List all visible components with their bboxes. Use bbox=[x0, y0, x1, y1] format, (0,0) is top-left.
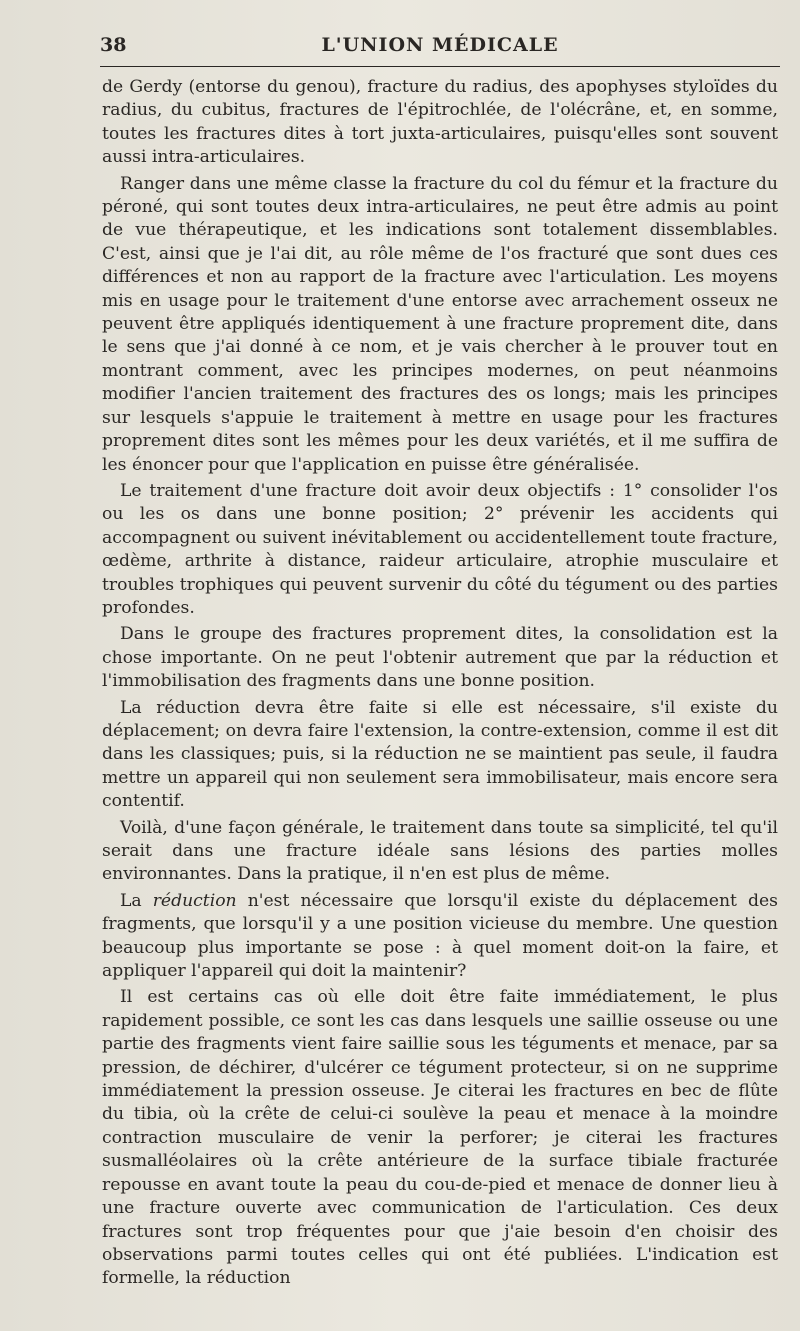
paragraph: Voilà, d'une façon générale, le traitement dans toute sa simplicité, tel qu'il serait dans une fracture idéale sans lésions des parties molles environnantes. Dans la pratique, il n'en est plus de même. bbox=[102, 817, 778, 885]
page-header bbox=[100, 26, 780, 66]
paragraph: Le traitement d'une fracture doit avoir deux objectifs : 1° consolider l'os ou les os dans une bonne position; 2° prévenir les accidents qui accompagnent ou suivent inévitablement ou accidentellement toute fracture, œdème, arthrite à distance, raideur articulaire, atrophie musculaire et troubles trophiques qui peuvent survenir du côté du tégument ou des parties profondes. bbox=[102, 480, 778, 618]
paragraph-rest: n'est nécessaire que lorsqu'il existe du déplacement des fragments, que lorsqu'il y a une position vicieuse du membre. Une question beaucoup plus importante se pose : à quel moment doit-on la faire, et appliquer l'appareil qui doit la maintenir? bbox=[102, 890, 778, 982]
page-number: 38 bbox=[100, 34, 127, 56]
paragraph: de Gerdy (entorse du genou), fracture du radius, des apophyses styloïdes du radius, du cubitus, fractures de l'épitrochlée, de l'olécrâne, et, en somme, toutes les fractures dites à tort juxta-articulaires, puisqu'elles sont souvent aussi intra-articulaires. bbox=[102, 77, 778, 168]
paragraph-start: La bbox=[120, 890, 153, 911]
paragraph: Il est certains cas où elle doit être faite immédiatement, le plus rapidement possible, ce sont les cas dans lesquels une saillie osseuse ou une partie des fragments vient faire saillie sous les téguments et menace, par sa pression, de déchirer, d'ulcérer ce tégument protecteur, si on ne supprime immédiatement la pression osseuse. Je citerai les fractures en bec de flûte du tibia, où la crête de celui-ci soulève la peau et menace à la moindre contraction musculaire de venir la perforer; je citerai les fractures susmalléolaires où la crête antérieure de la surface tibiale fracturée repousse en avant toute la peau du cou-de-pied et menace de donner lieu à une fracture ouverte avec communication de l'articulation. Ces deux fractures sont trop fréquentes pour que j'aie besoin d'en choisir des observations parmi toutes celles qui ont été publiées. L'indication est formelle, la réduction bbox=[102, 987, 778, 1289]
paragraph: Ranger dans une même classe la fracture du col du fémur et la fracture du péroné, qui sont toutes deux intra-articulaires, ne peut être admis au point de vue thérapeutique, et les indications sont totalement dissemblables. C'est, ainsi que je l'ai dit, au rôle même de l'os fracturé que sont dues ces différences et non au rapport de la fracture avec l'articulation. Les moyens mis en usage pour le traitement d'une entorse avec arrachement osseux ne peuvent être appliqués identiquement à une fracture proprement dite, dans le sens que j'ai donné à ce nom, et je vais chercher à le prouver tout en montrant comment, avec les principes modernes, on peut néanmoins modifier l'ancien traitement des fractures des os longs; mais les principes sur lesquels s'appuie le traitement à mettre en usage pour les fractures proprement dites sont les mêmes pour les deux variétés, et il me suffira de les énoncer pour que l'application en puisse être généralisée. bbox=[102, 173, 778, 475]
italic-term: réduction bbox=[152, 890, 237, 911]
paragraph: Dans le groupe des fractures proprement dites, la consolidation est la chose importante. On ne peut l'obtenir autrement que par la réduction et l'immobilisation des fragments dans une bonne position. bbox=[102, 624, 778, 692]
running-title: L'UNION MÉDICALE bbox=[321, 34, 559, 56]
header-rule bbox=[100, 66, 780, 67]
paragraph: La réduction devra être faite si elle est nécessaire, s'il existe du déplacement; on devra faire l'extension, la contre-extension, comme il est dit dans les classiques; puis, si la réduction ne se maintient pas seule, il faudra mettre un appareil qui non seulement sera immobilisateur, mais encore sera contentif. bbox=[102, 697, 778, 812]
body-text bbox=[102, 76, 778, 1291]
paragraph bbox=[102, 890, 778, 984]
